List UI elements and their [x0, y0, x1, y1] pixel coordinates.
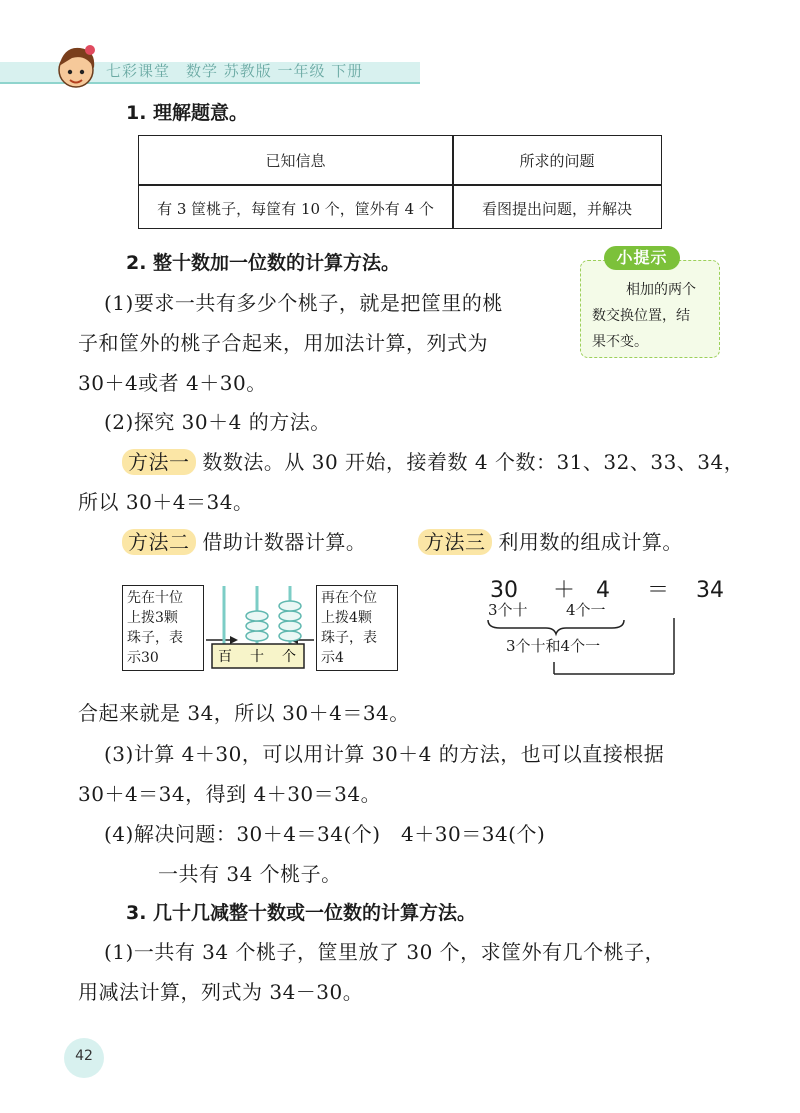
paragraph-line: (1)一共有 34 个桃子，筐里放了 30 个，求筐外有几个桃子， — [104, 940, 666, 964]
paragraph-line: 30＋4＝34，得到 4＋30＝34。 — [78, 782, 382, 806]
abacus-bead — [246, 631, 268, 641]
table-cell-question: 看图提出问题，并解决 — [481, 200, 632, 218]
place-ones: 个 — [282, 649, 296, 665]
equation-n1: 30 — [490, 578, 518, 603]
header-title: 七彩课堂 数学 苏教版 一年级 下册 — [106, 62, 364, 80]
paragraph-line: 用减法计算，列式为 34－30。 — [78, 980, 364, 1004]
abacus-bead — [279, 611, 301, 621]
tens-beads — [246, 611, 268, 641]
info-table — [138, 135, 662, 229]
paragraph-line: 所以 30＋4＝34。 — [78, 490, 254, 514]
method3-text: 利用数的组成计算。 — [498, 530, 683, 554]
abacus-bead — [279, 631, 301, 641]
equation-equals: ＝ — [647, 578, 670, 603]
place-hundreds: 百 — [218, 649, 232, 665]
abacus-illustration — [200, 578, 320, 674]
method1-text: 数数法。从 30 开始，接着数 4 个数：31、32、33、34， — [202, 450, 745, 474]
table-divider — [139, 184, 661, 186]
section3-heading: 3. 几十几减整十数或一位数的计算方法。 — [126, 902, 477, 924]
note-line: 珠子，表 — [321, 630, 377, 646]
paragraph-line: 30＋4或者 4＋30。 — [78, 371, 267, 395]
right-note-box — [316, 585, 398, 671]
note-line: 示30 — [127, 650, 159, 666]
left-note-box — [122, 585, 204, 671]
method1-label: 方法一 — [122, 449, 196, 475]
note-line: 先在十位 — [127, 590, 183, 606]
method2-row — [122, 526, 366, 555]
answer-line: 一共有 34 个桃子。 — [158, 862, 342, 886]
note-line: 再在个位 — [321, 590, 377, 606]
paragraph-line: (4)解决问题：30＋4＝34(个) 4＋30＝34(个) — [104, 822, 546, 846]
combined-description: 3个十和4个一 — [506, 637, 601, 655]
place-tens: 十 — [250, 649, 264, 665]
note-line: 示4 — [321, 650, 344, 666]
abacus-bead — [279, 621, 301, 631]
method1-row — [122, 446, 744, 475]
section2-heading: 2. 整十数加一位数的计算方法。 — [126, 252, 401, 274]
note-line: 珠子，表 — [127, 630, 183, 646]
method2-text: 借助计数器计算。 — [202, 530, 367, 554]
note-line: 上拨3颗 — [127, 610, 178, 626]
abacus-bead — [246, 621, 268, 631]
table-header-question: 所求的问题 — [519, 152, 595, 170]
paragraph-line: (2)探究 30＋4 的方法。 — [104, 410, 331, 434]
section1-heading: 1. 理解题意。 — [126, 102, 249, 124]
equation-result: 34 — [696, 578, 725, 603]
method2-label: 方法二 — [122, 529, 196, 555]
abacus-bead — [246, 611, 268, 621]
mascot-icon — [50, 40, 102, 92]
paragraph-line: 合起来就是 34，所以 30＋4＝34。 — [78, 701, 410, 725]
tip-line: 果不变。 — [592, 334, 648, 350]
note-line: 上拨4颗 — [321, 610, 372, 626]
table-cell-known: 有 3 筐桃子，每筐有 10 个，筐外有 4 个 — [157, 200, 434, 218]
method3-label: 方法三 — [418, 529, 492, 555]
equation-n2: 4 — [596, 578, 611, 603]
paragraph-line: 子和筐外的桃子合起来，用加法计算，列式为 — [78, 331, 488, 355]
page-number: 42 — [75, 1048, 93, 1064]
table-header-known: 已知信息 — [265, 152, 326, 170]
tip-line: 数交换位置，结 — [592, 308, 690, 324]
tip-line: 相加的两个 — [626, 282, 696, 298]
abacus-bead — [279, 601, 301, 611]
method3-row — [418, 526, 683, 555]
equation-plus: ＋ — [553, 578, 576, 603]
n2-description: 4个一 — [566, 601, 606, 619]
tip-badge: 小提示 — [604, 246, 680, 270]
n1-description: 3个十 — [488, 601, 528, 619]
ones-beads — [279, 601, 301, 641]
paragraph-line: (3)计算 4＋30，可以用计算 30＋4 的方法，也可以直接根据 — [104, 742, 665, 766]
paragraph-line: (1)要求一共有多少个桃子，就是把筐里的桃 — [104, 291, 503, 315]
